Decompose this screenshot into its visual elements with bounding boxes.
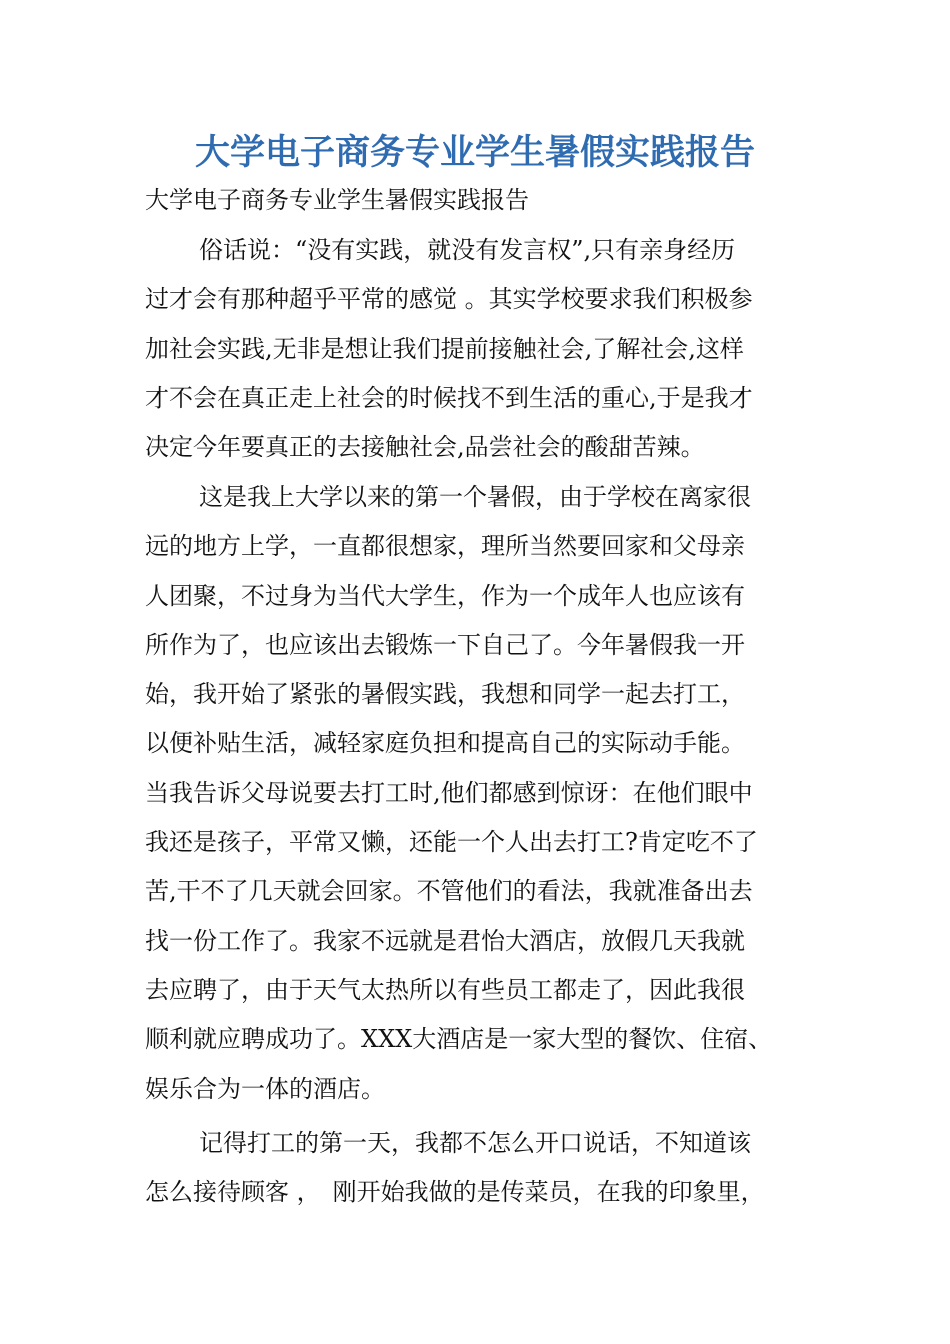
paragraph-line: 当我告诉父母说要去打工时,他们都感到惊讶：在他们眼中 bbox=[145, 778, 753, 807]
document-subtitle: 大学电子商务专业学生暑假实践报告 bbox=[145, 186, 529, 214]
paragraph-line: 记得打工的第一天，我都不怎么开口说话，不知道该 bbox=[199, 1129, 751, 1157]
paragraph-3 bbox=[145, 1119, 825, 1218]
paragraph-line: 我还是孩子，平常又懒，还能一个人出去打工?肯定吃不了 bbox=[145, 828, 758, 857]
paragraph-line: 怎么接待顾客 ， 刚开始我做的是传菜员，在我的印象里， bbox=[145, 1178, 765, 1207]
paragraph-line: 加社会实践,无非是想让我们提前接触社会,了解社会,这样 bbox=[145, 334, 744, 363]
paragraph-line: 以便补贴生活，减轻家庭负担和提高自己的实际动手能。 bbox=[145, 729, 745, 758]
paragraph-line: 找一份工作了。我家不远就是君怡大酒店，放假几天我就 bbox=[145, 926, 745, 955]
paragraph-line: 顺利就应聘成功了。XXX大酒店是一家大型的餐饮、住宿、 bbox=[145, 1025, 773, 1054]
document-title: 大学电子商务专业学生暑假实践报告 bbox=[194, 132, 755, 173]
paragraph-line: 决定今年要真正的去接触社会,品尝社会的酸甜苦辣。 bbox=[145, 433, 705, 462]
paragraph-line: 俗话说：“没有实践，就没有发言权”,只有亲身经历 bbox=[199, 236, 736, 264]
paragraph-line: 才不会在真正走上社会的时候找不到生活的重心,于是我才 bbox=[145, 383, 753, 412]
paragraph-line: 娱乐合为一体的酒店。 bbox=[145, 1074, 385, 1103]
paragraph-line: 苦,干不了几天就会回家。不管他们的看法，我就准备出去 bbox=[145, 877, 753, 906]
paragraph-line: 人团聚，不过身为当代大学生，作为一个成年人也应该有 bbox=[145, 581, 745, 610]
paragraph-line: 去应聘了，由于天气太热所以有些员工都走了，因此我很 bbox=[145, 975, 745, 1004]
paragraph-2 bbox=[145, 473, 825, 1114]
paragraph-line: 始，我开始了紧张的暑假实践，我想和同学一起去打工， bbox=[145, 680, 745, 709]
paragraph-1 bbox=[145, 226, 825, 472]
paragraph-line: 过才会有那种超乎平常的感觉 。其实学校要求我们积极参 bbox=[145, 285, 753, 314]
paragraph-line: 远的地方上学，一直都很想家，理所当然要回家和父母亲 bbox=[145, 532, 745, 561]
paragraph-line: 所作为了，也应该出去锻炼一下自己了。今年暑假我一开 bbox=[145, 630, 745, 659]
paragraph-line: 这是我上大学以来的第一个暑假，由于学校在离家很 bbox=[199, 483, 751, 511]
